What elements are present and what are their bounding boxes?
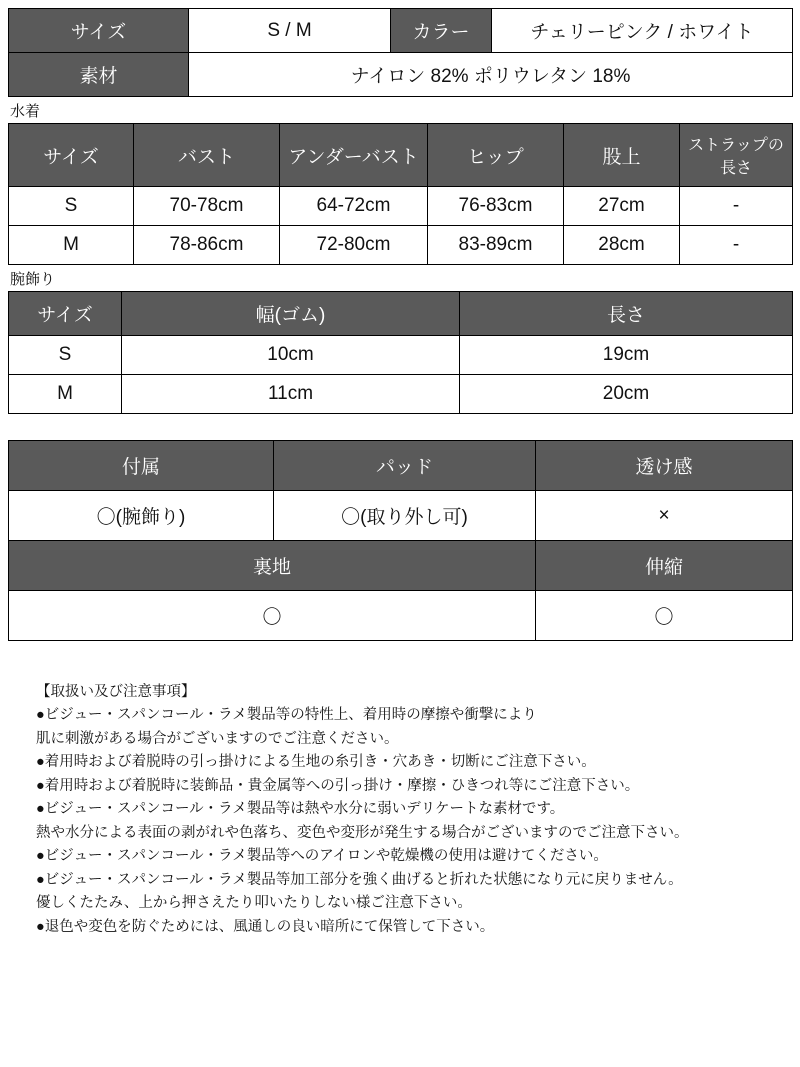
care-note-line: ●着用時および着脱時に装飾品・貴金属等への引っ掛け・摩擦・ひきつれ等にご注意下さい。 <box>36 777 640 794</box>
feature-header-pad: パッド <box>274 441 536 491</box>
swimwear-s-underbust: 64-72cm <box>280 187 428 226</box>
section-spacer <box>8 414 792 440</box>
swimwear-m-rise: 28cm <box>564 226 680 265</box>
spec-color-value: チェリーピンク / ホワイト <box>492 9 793 53</box>
feature-header-accessory: 付属 <box>9 441 274 491</box>
armband-s-width: 10cm <box>122 336 460 375</box>
swimwear-header-strap-length: ストラップの長さ <box>680 124 793 187</box>
feature-value-accessory: 〇(腕飾り) <box>9 491 274 541</box>
spec-size-header: サイズ <box>9 9 189 53</box>
feature-value-stretch: 〇 <box>536 591 793 641</box>
care-note-line: 熱や水分による表面の剥がれや色落ち、変色や変形が発生する場合がございますのでご注意下さい。 <box>36 824 689 841</box>
armband-m-size: M <box>9 375 122 414</box>
swimwear-size-table <box>8 123 793 265</box>
spec-color-header: カラー <box>391 9 492 53</box>
care-notes-title: 【取扱い及び注意事項】 <box>36 684 196 700</box>
armband-s-size: S <box>9 336 122 375</box>
swimwear-m-hip: 83-89cm <box>428 226 564 265</box>
care-note-line: ●着用時および着脱時の引っ掛けによる生地の糸引き・穴あき・切断にご注意下さい。 <box>36 754 596 771</box>
spec-size-value: S / M <box>189 9 391 53</box>
armband-header-length: 長さ <box>460 292 793 336</box>
table-header-row <box>9 441 793 491</box>
swimwear-s-rise: 27cm <box>564 187 680 226</box>
swimwear-m-bust: 78-86cm <box>134 226 280 265</box>
swimwear-s-hip: 76-83cm <box>428 187 564 226</box>
swimwear-header-hip: ヒップ <box>428 124 564 187</box>
spec-table <box>8 8 793 97</box>
care-note-line: ●ビジュー・スパンコール・ラメ製品等へのアイロンや乾燥機の使用は避けてください。 <box>36 848 608 865</box>
table-row <box>9 591 793 641</box>
table-row <box>9 53 793 97</box>
features-table <box>8 440 793 641</box>
care-note-line: ●ビジュー・スパンコール・ラメ製品等の特性上、着用時の摩擦や衝撃により <box>36 707 537 724</box>
swimwear-m-underbust: 72-80cm <box>280 226 428 265</box>
swimwear-s-bust: 70-78cm <box>134 187 280 226</box>
care-notes <box>36 681 792 939</box>
feature-value-pad: 〇(取り外し可) <box>274 491 536 541</box>
feature-header-sheerness: 透け感 <box>536 441 793 491</box>
table-row <box>9 226 793 265</box>
armband-m-length: 20cm <box>460 375 793 414</box>
care-note-line: 優しくたたみ、上から押さえたり叩いたりしない様ご注意下さい。 <box>36 895 472 912</box>
swimwear-header-underbust: アンダーバスト <box>280 124 428 187</box>
table-row <box>9 491 793 541</box>
table-row <box>9 9 793 53</box>
table-row <box>9 187 793 226</box>
table-header-row <box>9 541 793 591</box>
table-header-row <box>9 292 793 336</box>
swimwear-s-size: S <box>9 187 134 226</box>
care-note-line: ●退色や変色を防ぐためには、風通しの良い暗所にて保管して下さい。 <box>36 918 495 935</box>
care-note-line: ●ビジュー・スパンコール・ラメ製品等加工部分を強く曲げると折れた状態になり元に戻りません。 <box>36 871 683 888</box>
swimwear-header-size: サイズ <box>9 124 134 187</box>
spec-material-value: ナイロン 82% ポリウレタン 18% <box>189 53 793 97</box>
armband-header-size: サイズ <box>9 292 122 336</box>
armband-header-width: 幅(ゴム) <box>122 292 460 336</box>
armband-size-table <box>8 291 793 414</box>
care-note-line: 肌に刺激がある場合がございますのでご注意ください。 <box>36 730 399 747</box>
table-header-row <box>9 124 793 187</box>
armband-s-length: 19cm <box>460 336 793 375</box>
swimwear-s-strap: - <box>680 187 793 226</box>
feature-value-lining: 〇 <box>9 591 536 641</box>
swimwear-section-label: 水着 <box>10 103 41 120</box>
swimwear-m-size: M <box>9 226 134 265</box>
swimwear-header-bust: バスト <box>134 124 280 187</box>
armband-m-width: 11cm <box>122 375 460 414</box>
table-row <box>9 336 793 375</box>
swimwear-m-strap: - <box>680 226 793 265</box>
care-note-line: ●ビジュー・スパンコール・ラメ製品等は熱や水分に弱いデリケートな素材です。 <box>36 801 565 818</box>
feature-header-lining: 裏地 <box>9 541 536 591</box>
armband-section-label: 腕飾り <box>10 271 56 288</box>
spec-material-header: 素材 <box>9 53 189 97</box>
feature-header-stretch: 伸縮 <box>536 541 793 591</box>
feature-value-sheerness: × <box>536 491 793 541</box>
swimwear-header-rise: 股上 <box>564 124 680 187</box>
table-row <box>9 375 793 414</box>
